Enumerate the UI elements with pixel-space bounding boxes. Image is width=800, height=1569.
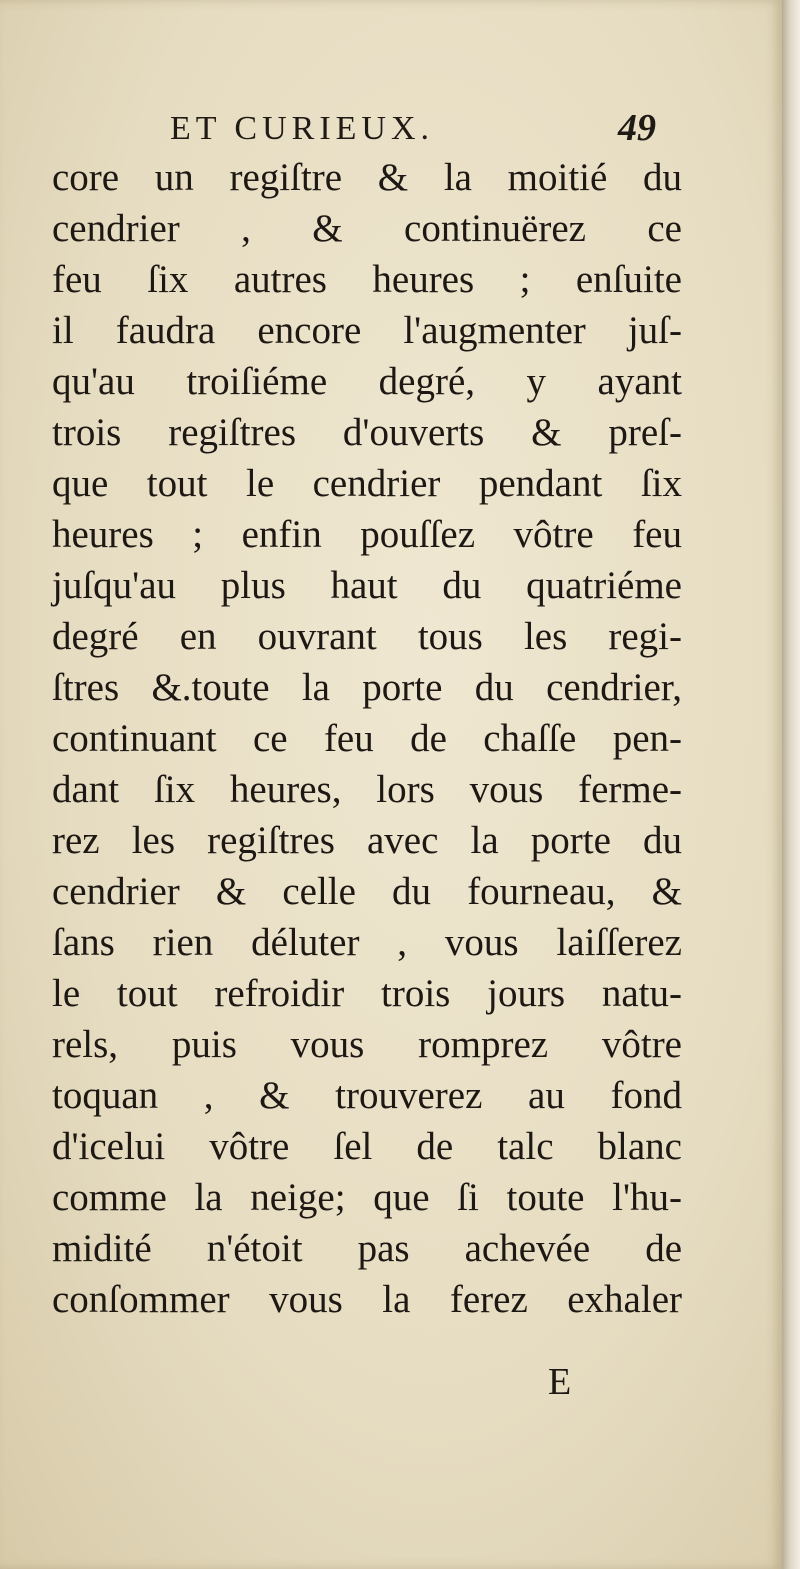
text-line: core un regiſtre & la moitié du	[52, 156, 682, 199]
text-line: qu'au troiſiéme degré, y ayant	[52, 360, 682, 403]
running-title: ET CURIEUX.	[170, 110, 435, 147]
text-line: cendrier , & continuërez ce	[52, 207, 682, 250]
text-line: toquan , & trouverez au fond	[52, 1074, 682, 1117]
text-line: dant ſix heures, lors vous ferme-	[52, 768, 682, 811]
text-line: que tout le cendrier pendant ſix	[52, 462, 682, 505]
text-line: comme la neige; que ſi toute l'hu-	[52, 1176, 682, 1219]
text-line: ſans rien déluter , vous laiſſerez	[52, 921, 682, 964]
text-line: continuant ce feu de chaſſe pen-	[52, 717, 682, 760]
body-text	[52, 152, 682, 1325]
catchword: E	[548, 1361, 572, 1403]
text-line: trois regiſtres d'ouverts & preſ-	[52, 411, 682, 454]
page-gutter	[782, 0, 800, 1569]
text-line: heures ; enfin pouſſez vôtre feu	[52, 513, 682, 556]
text-line: d'icelui vôtre ſel de talc blanc	[52, 1125, 682, 1168]
text-line: feu ſix autres heures ; enſuite	[52, 258, 682, 301]
text-line: rels, puis vous romprez vôtre	[52, 1023, 682, 1066]
text-line: conſommer vous la ferez exhaler	[52, 1278, 682, 1321]
text-line: le tout refroidir trois jours natu-	[52, 972, 682, 1015]
text-line: il faudra encore l'augmenter juſ-	[52, 309, 682, 352]
text-line: midité n'étoit pas achevée de	[52, 1227, 682, 1270]
page-number: 49	[618, 107, 656, 149]
text-line: rez les regiſtres avec la porte du	[52, 819, 682, 862]
text-line: ſtres &.toute la porte du cendrier,	[52, 666, 682, 709]
text-line: juſqu'au plus haut du quatriéme	[52, 564, 682, 607]
text-line: degré en ouvrant tous les regi-	[52, 615, 682, 658]
text-line: cendrier & celle du fourneau, &	[52, 870, 682, 913]
